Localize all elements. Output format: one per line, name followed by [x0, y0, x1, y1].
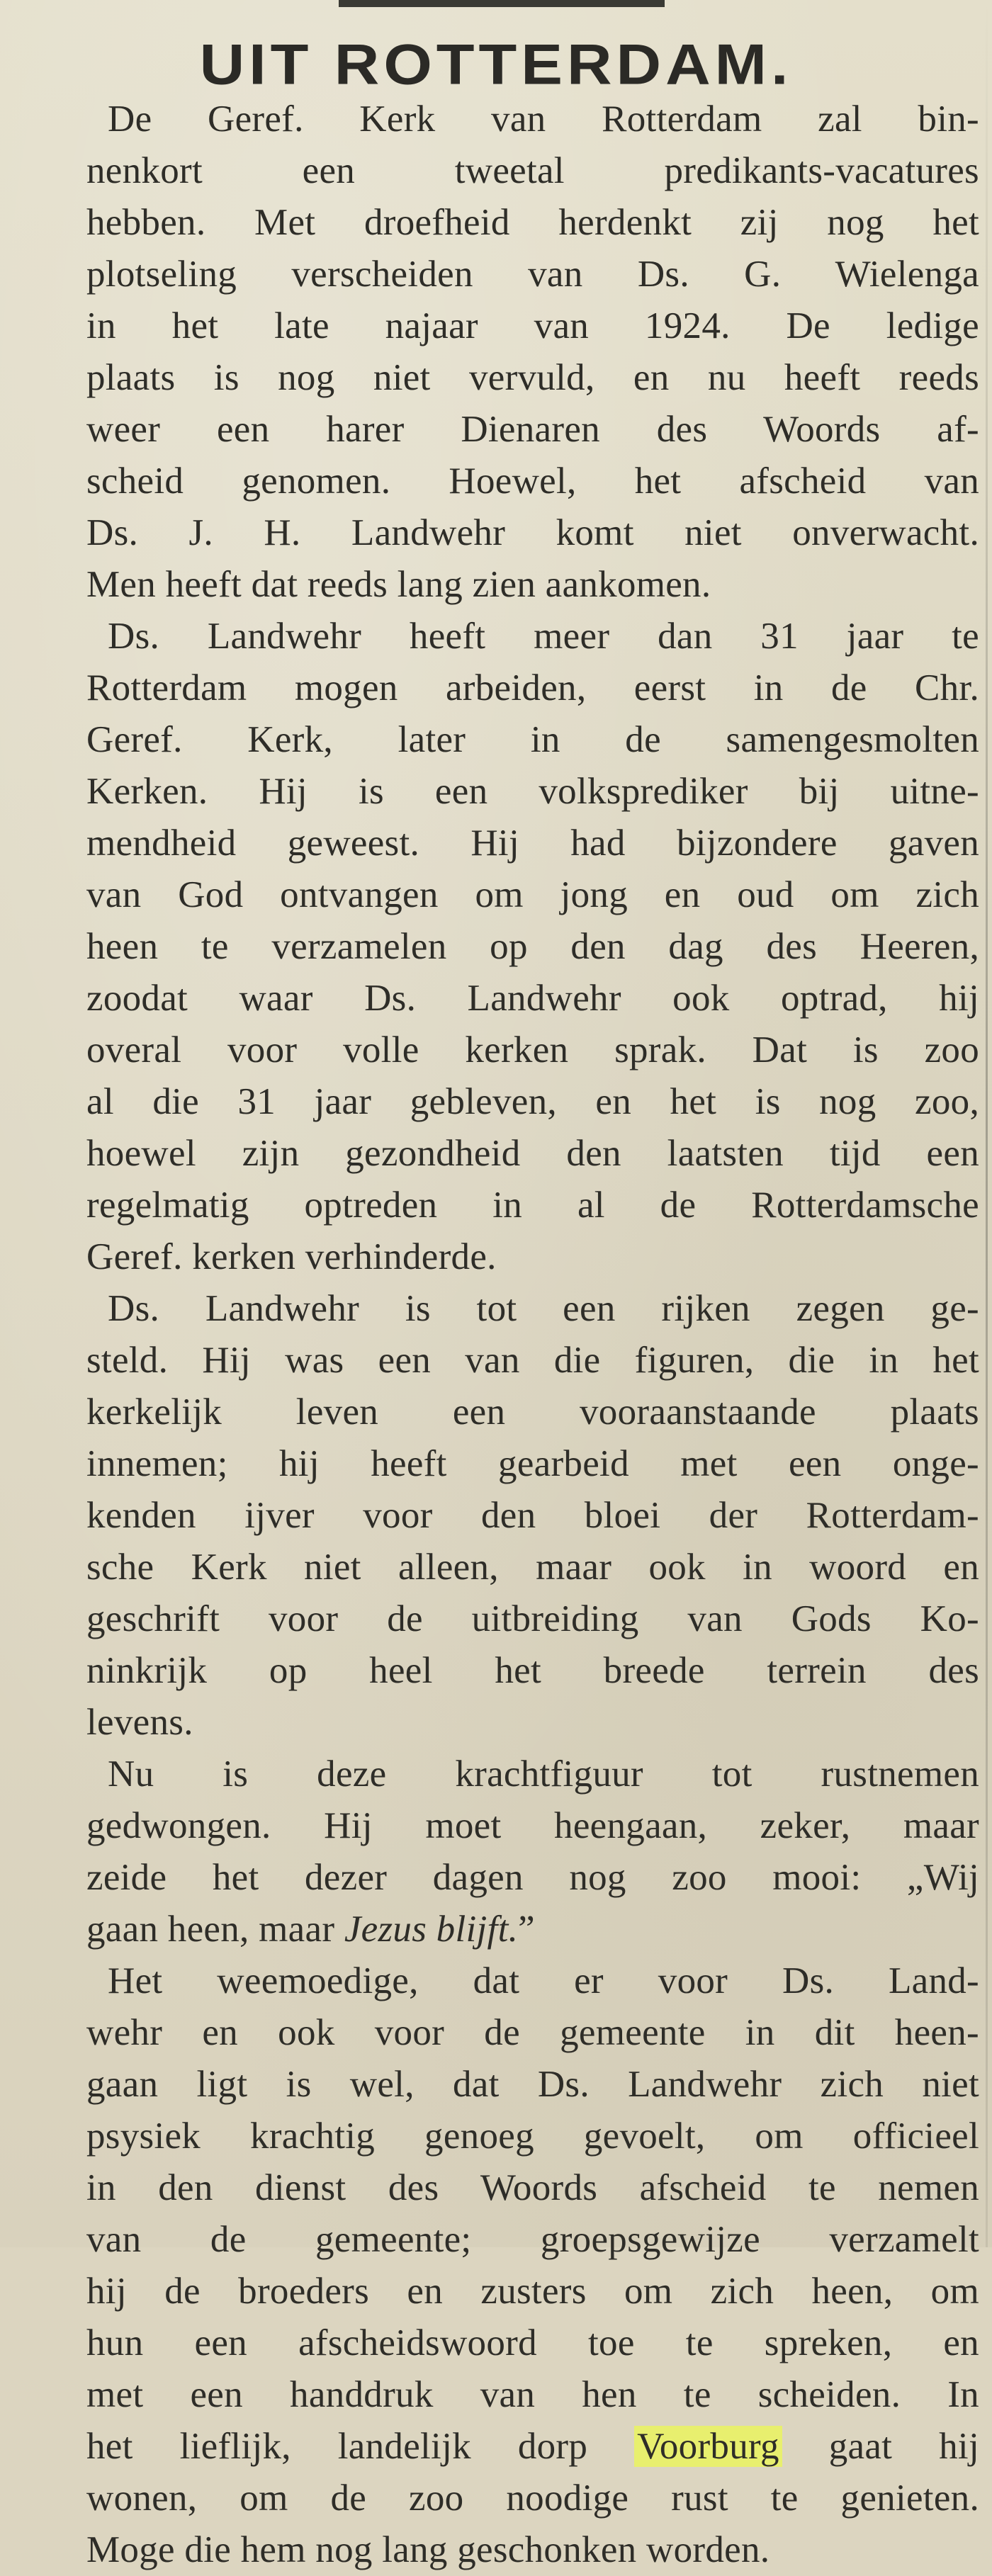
text-line: ninkrijk op heel het breede terrein des [86, 1650, 979, 1691]
text-line: sche Kerk niet alleen, maar ook in woord en [86, 1547, 979, 1588]
column-edge-rule [986, 0, 988, 2247]
highlighted-line [65, 2421, 979, 2473]
paragraph-1 [65, 94, 979, 611]
text-line: overal voor volle kerken sprak. Dat is zoo [86, 1029, 979, 1070]
text-line: mendheid geweest. Hij had bijzondere gaven [86, 823, 979, 864]
paragraph-3 [65, 1283, 979, 1749]
text-line: innemen; hij heeft gearbeid met een onge- [86, 1443, 979, 1484]
text-line: in den dienst des Woords afscheid te nemen [86, 2167, 979, 2208]
text-line: scheid genomen. Hoewel, het afscheid van [86, 461, 979, 502]
highlight-trail-text: gaat hij [782, 2426, 979, 2467]
text-line: plotseling verscheiden van Ds. G. Wielenga [86, 254, 979, 295]
text-line: Moge die hem nog lang geschonken worden. [86, 2529, 770, 2570]
highlight-lead-text: het lieflijk, landelijk dorp [86, 2426, 635, 2467]
text-line: hun een afscheidswoord toe te spreken, en [86, 2322, 979, 2363]
text-line: hoewel zijn gezondheid den laatsten tijd een [86, 1133, 979, 1174]
quote-italic-text: Jezus blijft. [344, 1909, 519, 1950]
paragraph-4 [65, 1749, 979, 1955]
text-line: van de gemeente; groepsgewijze verzamelt [86, 2219, 979, 2260]
headline: UIT ROTTERDAM. [199, 31, 793, 97]
text-line: al die 31 jaar gebleven, en het is nog zoo, [86, 1081, 979, 1122]
text-line: Nu is deze krachtfiguur tot rustnemen [108, 1753, 979, 1795]
quote-close-mark: ” [518, 1909, 535, 1950]
text-line: gaan ligt is wel, dat Ds. Landwehr zich niet [86, 2064, 979, 2105]
highlighted-search-term: Voorburg [634, 2426, 782, 2467]
text-line: plaats is nog niet vervuld, en nu heeft reeds [86, 357, 979, 398]
text-line: wehr en ook voor de gemeente in dit heen- [86, 2012, 979, 2053]
text-line: met een handdruk van hen te scheiden. In [86, 2374, 979, 2415]
text-line: psysiek krachtig genoeg gevoelt, om officieel [86, 2115, 979, 2157]
text-line: Men heeft dat reeds lang zien aankomen. [86, 564, 711, 605]
paragraph-2 [65, 611, 979, 1283]
top-rule-divider [339, 0, 665, 7]
paragraph-5 [65, 1955, 979, 2576]
text-line: Ds. Landwehr heeft meer dan 31 jaar te [108, 616, 979, 657]
quote-lead-text: gaan heen, maar [86, 1909, 344, 1950]
quote-line [65, 1904, 979, 1955]
text-line: De Geref. Kerk van Rotterdam zal bin- [108, 98, 979, 140]
article-body [65, 94, 979, 2576]
text-line: wonen, om de zoo noodige rust te genieten. [86, 2478, 979, 2519]
text-line: Geref. Kerk, later in de samengesmolten [86, 719, 979, 760]
text-line: Het weemoedige, dat er voor Ds. Land- [108, 1960, 979, 2001]
text-line: weer een harer Dienaren des Woords af- [86, 409, 979, 450]
text-line: Kerken. Hij is een volksprediker bij uitne- [86, 771, 979, 812]
text-line: zeide het dezer dagen nog zoo mooi: „Wij [86, 1857, 979, 1898]
text-line: kenden ijver voor den bloei der Rotterdam- [86, 1495, 979, 1536]
text-line: kerkelijk leven een vooraanstaande plaats [86, 1391, 979, 1433]
text-line: gedwongen. Hij moet heengaan, zeker, maar [86, 1805, 979, 1846]
text-line: regelmatig optreden in al de Rotterdamsche [86, 1185, 979, 1226]
text-line: zoodat waar Ds. Landwehr ook optrad, hij [86, 978, 979, 1019]
text-line: Ds. J. H. Landwehr komt niet onverwacht. [86, 512, 979, 553]
text-line: Rotterdam mogen arbeiden, eerst in de Chr. [86, 667, 979, 708]
text-line: steld. Hij was een van die figuren, die in het [86, 1340, 979, 1381]
text-line: nenkort een tweetal predikants-vacatures [86, 150, 979, 191]
text-line: hij de broeders en zusters om zich heen, om [86, 2271, 979, 2312]
text-line: Ds. Landwehr is tot een rijken zegen ge- [108, 1288, 979, 1329]
text-line: heen te verzamelen op den dag des Heeren, [86, 926, 979, 967]
text-line: levens. [86, 1702, 193, 1743]
text-line: hebben. Met droefheid herdenkt zij nog het [86, 202, 979, 243]
text-line: van God ontvangen om jong en oud om zich [86, 874, 979, 915]
text-line: in het late najaar van 1924. De ledige [86, 305, 979, 346]
text-line: geschrift voor de uitbreiding van Gods Ko- [86, 1598, 979, 1639]
text-line: Geref. kerken verhinderde. [86, 1236, 497, 1277]
